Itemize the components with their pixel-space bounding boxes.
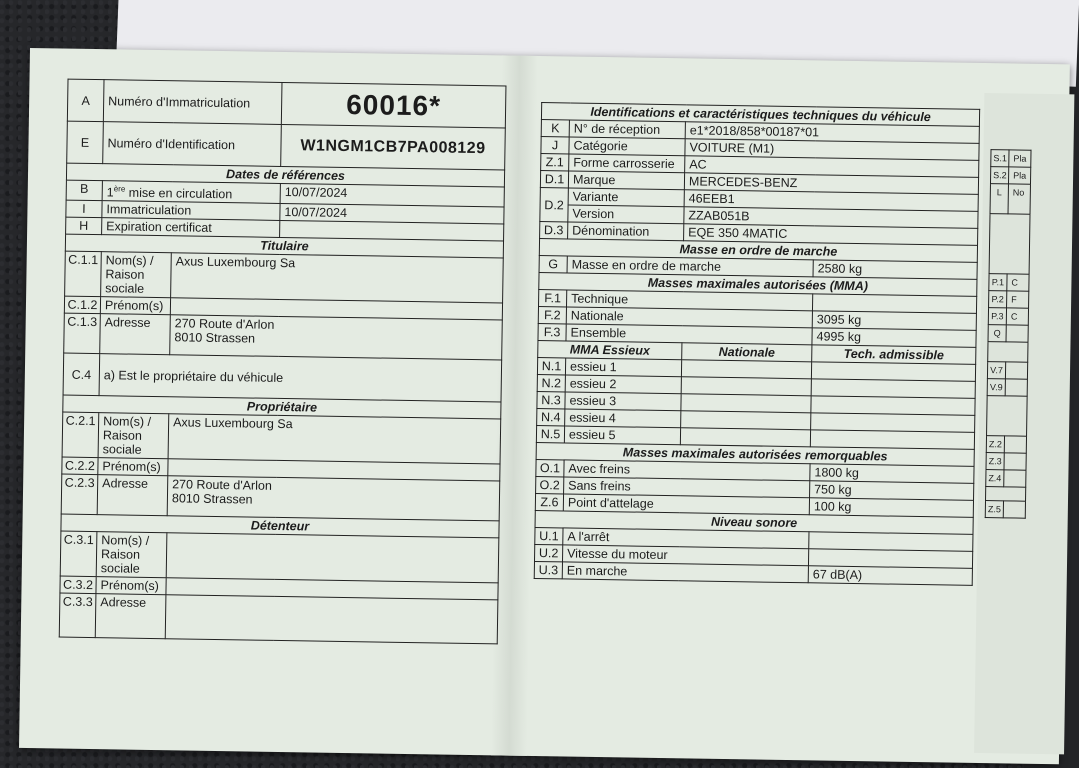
third-page-gap-3 [987,396,1028,437]
code-P2: P.2 [989,291,1007,308]
towing-braked: 1800 kg [810,464,974,484]
label-N1: essieu 1 [565,358,681,377]
fragment-s2: Pla [1008,167,1030,184]
label-U1: A l'arrêt [563,528,809,549]
section-titulaire: Titulaire [65,234,503,258]
label-K: N° de réception [569,120,685,139]
label-U3: En marche [562,562,808,583]
label-Z6: Point d'attelage [563,494,809,515]
third-page-gap-4 [986,487,1026,502]
code-C21: C.2.1 [62,412,99,458]
code-C33: C.3.3 [59,593,96,638]
code-Z4: Z.4 [986,470,1004,487]
label-F1: Technique [566,290,812,311]
fragment-z2 [1004,436,1026,453]
code-N1: N.1 [537,358,565,375]
label-C33: Adresse [95,594,166,639]
code-D2: D.2 [540,188,569,222]
code-C22: C.2.2 [62,457,98,475]
code-E: E [67,121,104,164]
right-page-table [534,102,980,586]
registration-number: 60016* [281,82,506,128]
fragment-p2: F [1007,291,1029,308]
code-V9: V.9 [987,379,1005,396]
axle-5-national [680,428,810,447]
label-N5: essieu 5 [564,426,680,445]
fragment-z3 [1004,453,1026,470]
label-H: Expiration certificat [102,218,280,238]
third-page-table [985,149,1032,519]
keeper-name [166,533,499,583]
label-C13: Adresse [100,314,171,355]
axle-2-national [681,377,811,396]
fragment-z5 [1003,501,1025,518]
mma-combination: 4995 kg [812,328,976,348]
code-U1: U.1 [535,527,563,544]
code-F1: F.1 [539,290,567,307]
code-H: H [66,217,102,235]
axle-3-national [681,394,811,413]
code-F3: F.3 [538,324,566,341]
label-C22: Prénom(s) [98,458,168,476]
label-N4: essieu 4 [565,409,681,428]
code-C11: C.1.1 [65,251,102,297]
fragment-p3: C [1006,308,1028,325]
section-detenteur: Détenteur [61,514,499,538]
vehicle-version: ZZAB051B [684,207,978,229]
body-type: AC [685,156,979,178]
running-mass: 2580 kg [813,260,977,280]
towing-unbraked: 750 kg [810,481,974,501]
code-Z3: Z.3 [986,453,1004,470]
code-D1: D.1 [540,171,568,188]
holder-status: a) Est le propriétaire du véhicule [99,354,502,402]
label-I: Immatriculation [102,201,280,221]
code-C31: C.3.1 [60,531,97,577]
code-A: A [67,79,104,122]
label-A: Numéro d'Immatriculation [103,80,282,125]
first-registration-date: 10/07/2024 [280,183,504,207]
vin-number: W1NGM1CB7PA008129 [281,124,506,170]
owner-name: Axus Luxembourg Sa [168,414,501,464]
code-C4: C.4 [63,353,100,396]
fragment-p1: C [1007,274,1029,291]
code-Z5: Z.5 [985,501,1003,518]
label-G: Masse en ordre de marche [567,256,813,277]
label-N2: essieu 2 [565,375,681,394]
label-C23: Adresse [97,475,168,516]
registration-date: 10/07/2024 [280,204,504,225]
code-O2: O.2 [536,476,564,493]
label-O2: Sans freins [564,477,810,498]
label-U2: Vitesse du moteur [562,545,808,566]
code-C32: C.3.2 [60,576,96,594]
label-N3: essieu 3 [565,392,681,411]
label-C21: Nom(s) / Raison sociale [98,413,169,459]
section-sonore: Niveau sonore [535,510,973,534]
code-U2: U.2 [534,544,562,561]
owner-address: 270 Route d'Arlon 8010 Strassen [167,476,500,521]
label-F2: Nationale [566,307,812,328]
code-G: G [539,256,567,273]
code-B: B [66,180,102,201]
header-nationale: Nationale [682,343,812,362]
section-mma: Masses maximales autorisées (MMA) [539,273,977,297]
mma-national: 3095 kg [812,311,976,331]
fragment-s1: Pla [1009,150,1031,167]
code-J: J [541,137,569,154]
third-page-gap-2 [988,342,1028,363]
label-C12: Prénom(s) [100,297,170,315]
code-U3: U.3 [534,561,562,578]
code-N2: N.2 [537,375,565,392]
code-C12: C.1.2 [64,296,100,314]
section-proprietaire: Propriétaire [63,395,501,419]
label-D3: Dénomination [568,222,684,241]
type-approval-number: e1*2018/858*00187*01 [685,122,979,144]
fragment-v9 [1005,379,1027,396]
code-Z1: Z.1 [541,154,569,171]
coupling-load: 100 kg [809,498,973,518]
code-Q: Q [988,325,1006,342]
header-mma-essieux: MMA Essieux [538,341,682,360]
registration-certificate [19,48,1070,764]
label-O1: Avec freins [564,460,810,481]
label-B: 1ère mise en circulation [102,181,280,204]
holder-name: Axus Luxembourg Sa [171,253,504,303]
noise-driving: 67 dB(A) [808,566,972,586]
code-Z2: Z.2 [986,436,1004,453]
vehicle-category: VOITURE (M1) [685,139,979,161]
label-variante: Variante [568,188,684,207]
section-masse: Masse en ordre de marche [539,239,977,263]
section-identification: Identifications et caractéristiques techniques du véhicule [541,103,979,127]
code-S2: S.2 [990,167,1008,184]
code-N3: N.3 [537,392,565,409]
code-D3: D.3 [540,222,568,239]
code-N5: N.5 [536,426,564,443]
fragment-z4 [1004,470,1026,487]
code-V7: V.7 [987,362,1005,379]
label-C32: Prénom(s) [96,577,166,595]
label-J: Catégorie [569,137,685,156]
code-P3: P.3 [988,308,1006,325]
vehicle-variant: 46EEB1 [684,190,978,212]
code-N4: N.4 [537,409,565,426]
code-S1: S.1 [991,150,1009,167]
vehicle-make: MERCEDES-BENZ [684,173,978,195]
label-Z1: Forme carrosserie [569,154,685,173]
fragment-l: No [1008,184,1030,214]
code-O1: O.1 [536,460,564,477]
fragment-q [1006,325,1028,342]
label-C31: Nom(s) / Raison sociale [96,532,167,578]
label-E: Numéro d'Identification [103,122,282,167]
code-I: I [66,200,102,218]
label-D1: Marque [568,171,684,190]
header-tech-admissible: Tech. admissible [812,345,976,365]
axle-4-national [681,411,811,430]
fragment-v7 [1005,362,1027,379]
code-C23: C.2.3 [61,474,98,515]
holder-address: 270 Route d'Arlon 8010 Strassen [170,315,503,360]
code-C13: C.1.3 [64,313,101,354]
code-P1: P.1 [989,274,1007,291]
code-Z6: Z.6 [535,493,563,510]
axle-1-national [681,360,811,379]
vehicle-name: EQE 350 4MATIC [684,224,978,246]
label-version: Version [568,205,684,224]
label-F3: Ensemble [566,324,812,345]
code-L: L [990,184,1008,214]
left-page-table [59,79,507,645]
section-remorquables: Masses maximales autorisées remorquables [536,443,974,467]
code-K: K [541,120,569,137]
label-C11: Nom(s) / Raison sociale [101,252,172,298]
code-F2: F.2 [538,307,566,324]
keeper-address [165,595,498,644]
section-dates: Dates de références [66,163,504,187]
third-page-gap [989,214,1030,275]
